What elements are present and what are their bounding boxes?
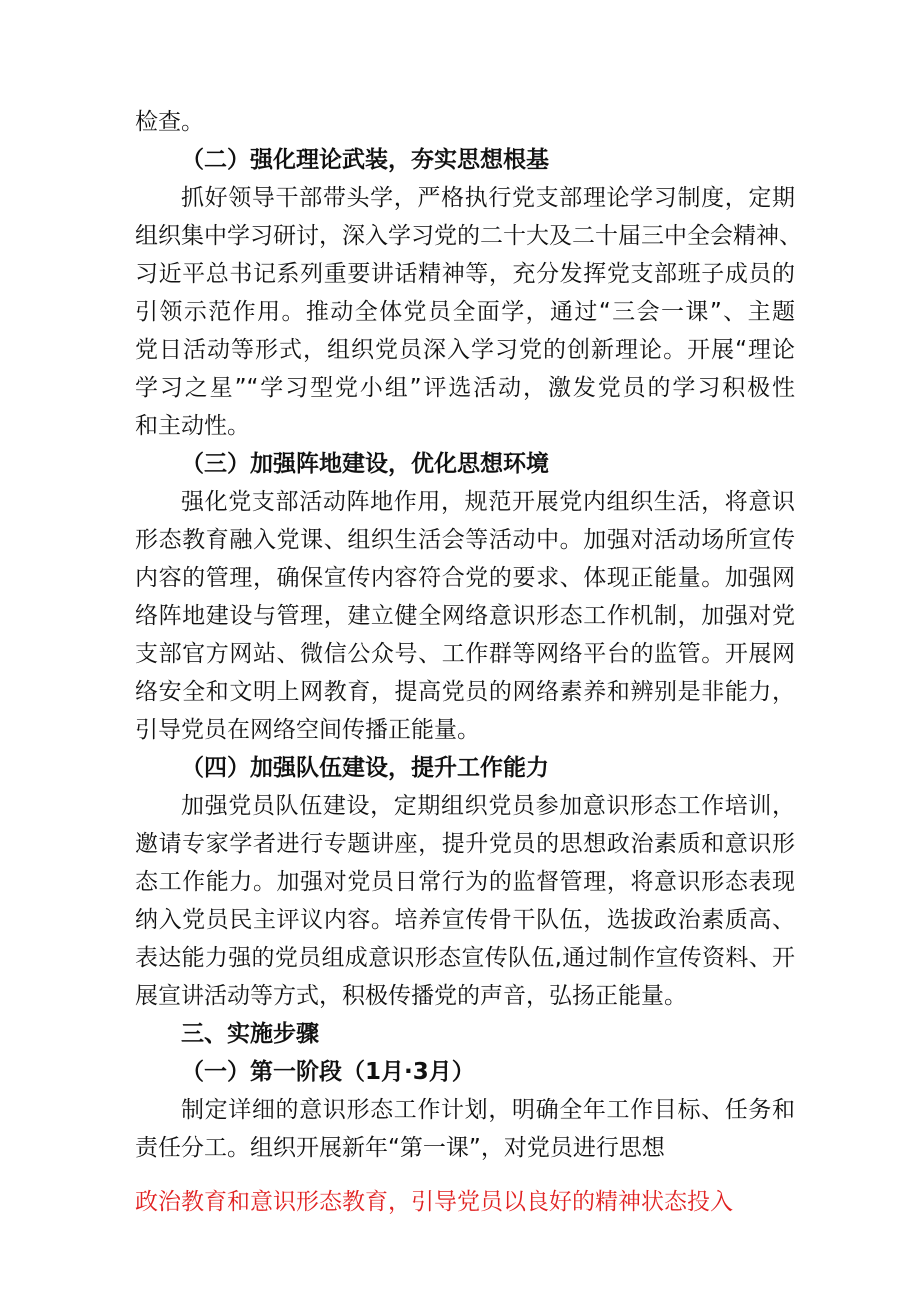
chapter-heading: 三、实施步骤	[181, 1021, 319, 1047]
paragraph-line: 组织集中学习研讨，深入学习党的二十大及二十届三中全会精神、	[135, 223, 802, 249]
text-line: 检查。	[135, 109, 204, 135]
paragraph-line: 党日活动等形式，组织党员深入学习党的创新理论。开展“理论	[135, 337, 795, 363]
paragraph-line: 络安全和文明上网教育，提高党员的网络素养和辨别是非能力，	[135, 679, 795, 705]
paragraph-line: 加强党员队伍建设，定期组织党员参加意识形态工作培训，	[181, 793, 795, 819]
paragraph-line: 邀请专家学者进行专题讲座，提升党员的思想政治素质和意识形	[135, 831, 795, 857]
section-heading: （一）第一阶段（1月·3月）	[181, 1059, 475, 1085]
paragraph-line: 展宣讲活动等方式，积极传播党的声音，弘扬正能量。	[135, 983, 687, 1009]
paragraph-line: 引导党员在网络空间传播正能量。	[135, 717, 480, 743]
paragraph-line: 形态教育融入党课、组织生活会等活动中。加强对活动场所宣传	[135, 527, 795, 553]
paragraph-line: 络阵地建设与管理，建立健全网络意识形态工作机制，加强对党	[135, 603, 795, 629]
section-heading: （二）强化理论武装，夯实思想根基	[181, 147, 549, 173]
paragraph-line: 引领示范作用。推动全体党员全面学，通过“三会一课”、主题	[135, 299, 795, 325]
highlighted-line: 政治教育和意识形态教育，引导党员以良好的精神状态投入	[135, 1189, 733, 1215]
paragraph-line: 责任分工。组织开展新年“第一课”，对党员进行思想	[135, 1135, 665, 1161]
section-heading: （三）加强阵地建设，优化思想环境	[181, 451, 549, 477]
paragraph-line: 制定详细的意识形态工作计划，明确全年工作目标、任务和	[181, 1097, 795, 1123]
paragraph-line: 支部官方网站、微信公众号、工作群等网络平台的监管。开展网	[135, 641, 795, 667]
paragraph-line: 强化党支部活动阵地作用，规范开展党内组织生活，将意识	[181, 489, 795, 515]
paragraph-line: 纳入党员民主评议内容。培养宣传骨干队伍，选拔政治素质高、	[135, 907, 795, 933]
paragraph-line: 和主动性。	[135, 413, 250, 439]
paragraph-line: 表达能力强的党员组成意识形态宣传队伍,通过制作宣传资料、开	[135, 945, 795, 971]
paragraph-line: 抓好领导干部带头学，严格执行党支部理论学习制度，定期	[181, 185, 795, 211]
paragraph-line: 学习之星”“学习型党小组”评选活动，激发党员的学习积极性	[135, 375, 795, 401]
section-heading: （四）加强队伍建设，提升工作能力	[181, 755, 549, 781]
paragraph-line: 习近平总书记系列重要讲话精神等，充分发挥党支部班子成员的	[135, 261, 795, 287]
document-body	[135, 103, 802, 1221]
paragraph-line: 内容的管理，确保宣传内容符合党的要求、体现正能量。加强网	[135, 565, 795, 591]
paragraph-line: 态工作能力。加强对党员日常行为的监督管理，将意识形态表现	[135, 869, 795, 895]
